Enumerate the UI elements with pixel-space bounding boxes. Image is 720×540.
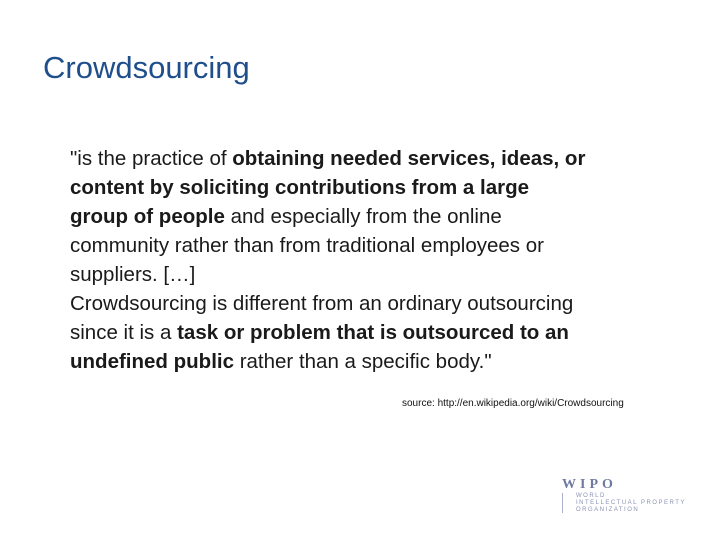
logo-subtitle-line-1: WORLD xyxy=(576,493,606,499)
definition-paragraph xyxy=(70,144,690,376)
wipo-logo xyxy=(560,477,700,517)
quote-emphasis: group of people xyxy=(70,205,225,228)
quote-text: community rather than from traditional employees or xyxy=(70,234,544,257)
quote-text: "is the practice of xyxy=(70,147,233,170)
logo-subtitle-line-2: INTELLECTUAL PROPERTY xyxy=(576,500,686,506)
logo-divider xyxy=(562,493,573,513)
slide-title: Crowdsourcing xyxy=(43,50,250,85)
quote-text: and especially from the online xyxy=(224,205,502,228)
quote-emphasis: content by soliciting contributions from a large xyxy=(70,176,530,199)
quote-line-3 xyxy=(70,202,690,231)
quote-emphasis: undefined public xyxy=(70,350,234,373)
quote-text: Crowdsourcing is different from an ordinary outsourcing xyxy=(70,292,574,315)
quote-line-8 xyxy=(70,347,690,376)
quote-line-1 xyxy=(70,144,690,173)
quote-line-7 xyxy=(70,318,690,347)
quote-line-6 xyxy=(70,289,690,318)
quote-emphasis: obtaining needed services, ideas, or xyxy=(232,147,586,170)
definition-quote xyxy=(70,144,690,376)
quote-emphasis: task or problem that is outsourced to an xyxy=(177,321,569,344)
quote-text: suppliers. […] xyxy=(70,263,196,286)
source-citation: source: http://en.wikipedia.org/wiki/Crowdsourcing xyxy=(402,398,624,409)
quote-text: rather than a specific body." xyxy=(234,350,492,373)
logo-wordmark: WIPO xyxy=(562,477,617,492)
quote-line-5 xyxy=(70,260,690,289)
quote-line-2 xyxy=(70,173,690,202)
logo-subtitle-line-3: ORGANIZATION xyxy=(576,507,640,513)
quote-text: since it is a xyxy=(70,321,178,344)
quote-line-4 xyxy=(70,231,690,260)
